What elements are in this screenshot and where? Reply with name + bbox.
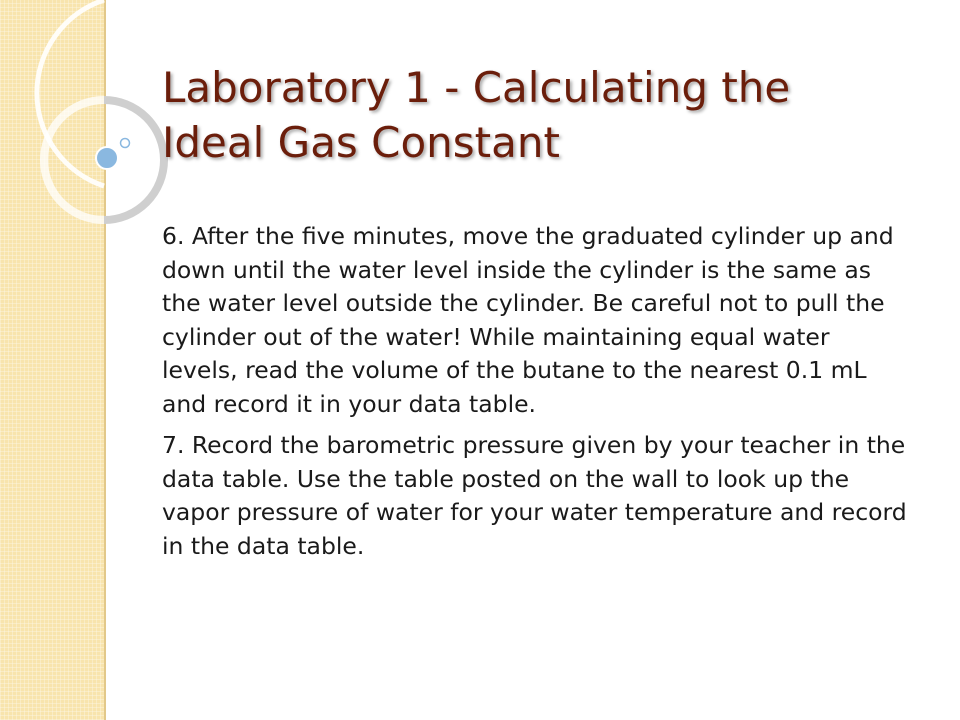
slide-title-line1: Laboratory 1 - Calculating the <box>162 63 791 112</box>
decorative-arc-inner <box>44 100 104 220</box>
slide-body <box>162 220 912 571</box>
decorative-dot-large <box>96 147 118 169</box>
slide-title <box>162 60 902 170</box>
slide-title-line2: Ideal Gas Constant <box>162 118 560 167</box>
step-6-paragraph: 6. After the five minutes, move the graduated cylinder up and down until the water level inside the cylinder is the same as the water level outside the cylinder. Be careful not to pull the cylinder out of the water! While maintaining equal water levels, read the volume of the butane to the nearest 0.1 mL and record it in your data table. <box>162 222 894 418</box>
decorative-dot-small <box>121 139 130 148</box>
step-7-paragraph: 7. Record the barometric pressure given by your teacher in the data table. Use the table posted on the wall to look up the vapor pressure of water for your water temperature and record in the data table. <box>162 431 907 560</box>
